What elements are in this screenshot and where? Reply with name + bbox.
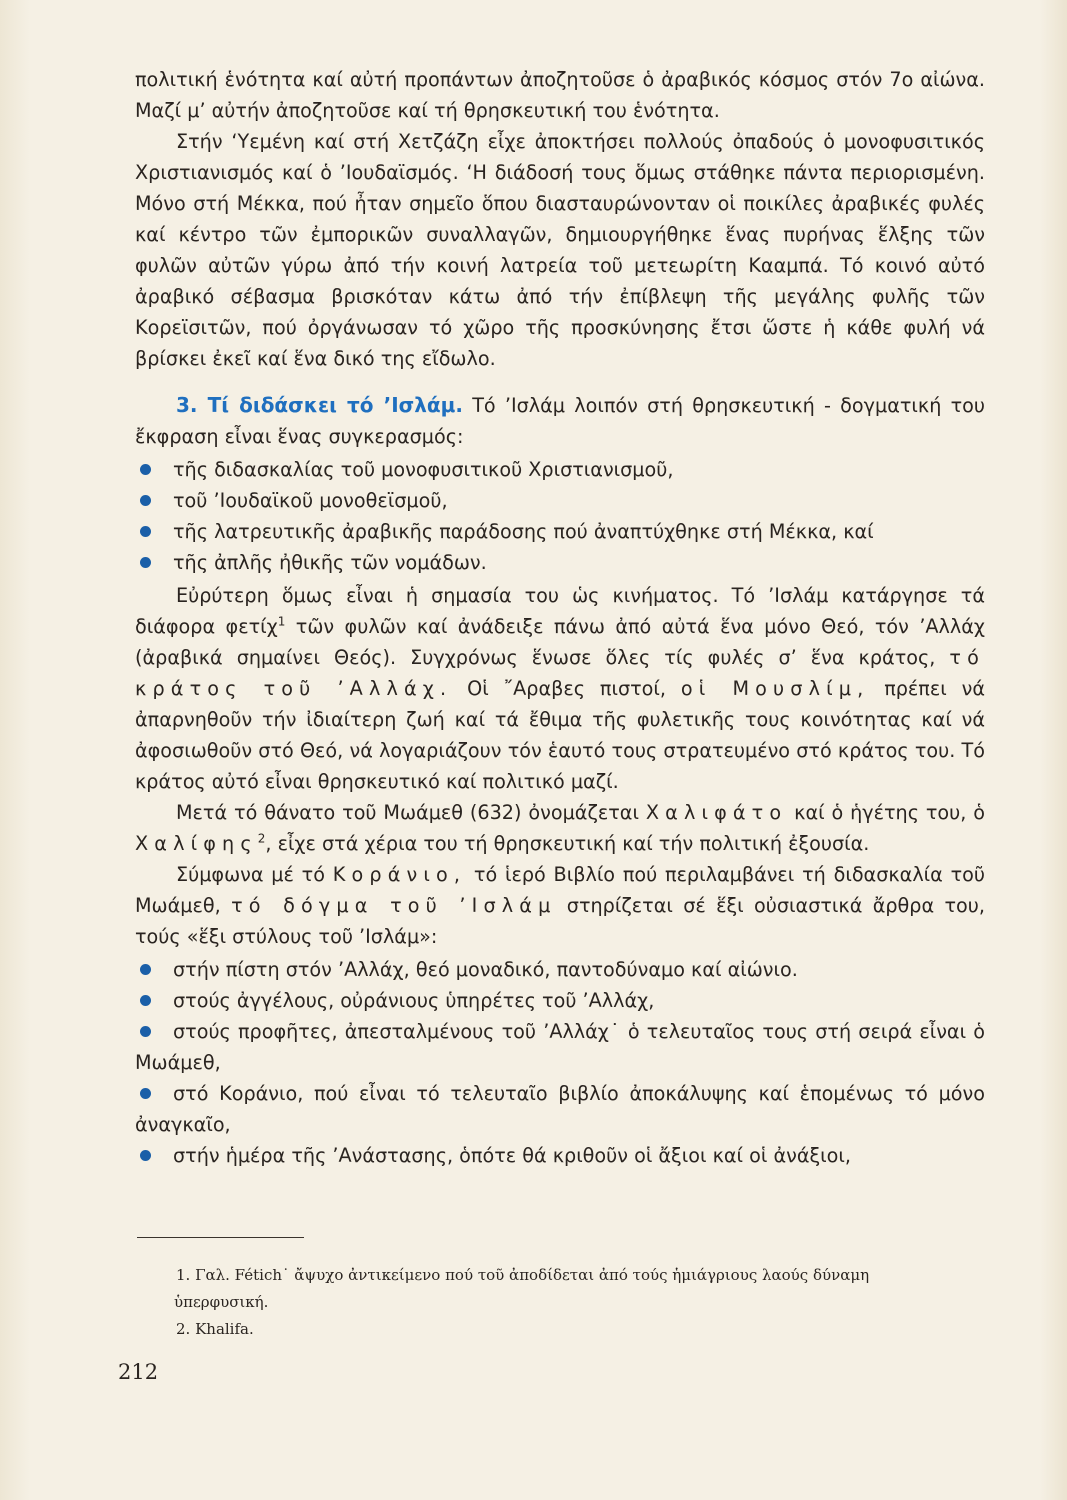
bullet-icon — [140, 464, 151, 475]
syncretism-list — [135, 454, 985, 578]
footnote-1: 1. Γαλ. Fétich˙ ἄψυχο ἀντικείμενο πού τοῦ ἀποδίδεται ἀπό τούς ἡμιάγριους λαούς δύναμη — [176, 1266, 870, 1284]
bullet-icon — [140, 964, 151, 975]
text-run: πρέπει νά ἀπαρνηθοῦν τήν ἰδιαίτερη ζωή καί τά ἔθιμα τῆς φυλετικῆς τους κοινότητας καί νά ἀφοσιωθοῦν στό Θεό, νά λογαριάζουν τόν ἑαυτό τους στρατευμένο στό κράτος του. Τό κράτος αὐτό εἶναι θρησκευτικό καί πολιτικό μαζί. — [135, 677, 985, 793]
six-pillars-list — [135, 954, 985, 1171]
spaced-emphasis: οἱ Μουσλίμ, — [680, 677, 870, 700]
footnote-divider — [137, 1237, 304, 1238]
list-item-text: τῆς ἀπλῆς ἠθικῆς τῶν νομάδων. — [173, 551, 487, 574]
list-item-text: τῆς διδασκαλίας τοῦ μονοφυσιτικοῦ Χριστιανισμοῦ, — [173, 458, 674, 481]
list-item-text: τῆς λατρευτικῆς ἀραβικῆς παράδοσης πού ἀναπτύχθηκε στή Μέκκα, καί — [173, 520, 874, 543]
bullet-icon — [140, 1150, 151, 1161]
footnote-ref-1: 1 — [277, 614, 286, 629]
text-run: Εὐρύτερη ὅμως εἶναι ἡ σημασία του ὡς κινήματος. Τό ’Ισλάμ κατάργησε τά διάφορα φετίχ — [135, 584, 985, 638]
list-item — [135, 547, 985, 578]
list-item — [135, 485, 985, 516]
list-item — [135, 454, 985, 485]
list-item — [135, 1016, 985, 1078]
paragraph-2: Στήν ‘Υεμένη καί στή Χετζάζη εἶχε ἀποκτήσει πολλούς ὀπαδούς ὁ μονοφυσιτικός Χριστιανισμός καί ὁ ’Ιουδαϊσμός. ‘Η διάδοσή τους ὅμως στάθηκε πάντα περιορισμένη. Μόνο στή Μέκκα, πού ἦταν σημεῖο ὅπου διασταυρώνονταν οἱ ποικίλες ἀραβικές φυλές καί κέντρο τῶν ἐμπορικῶν συναλλαγῶν, δημιουργήθηκε ἕνας πυρήνας ἕλξης τῶν φυλῶν αὐτῶν γύρω ἀπό τήν κοινή λατρεία τοῦ μετεωρίτη Κααμπά. Τό κοινό αὐτό ἀραβικό σέβασμα βρισκόταν κάτω ἀπό τήν ἐπίβλεψη τῆς μεγάλης φυλῆς τῶν Κορεϊσιτῶν, πού ὀργάνωσαν τό χῶρο τῆς προσκύνησης ἔτσι ὥστε ἡ κάθε φυλή νά βρίσκει ἐκεῖ καί ἕνα δικό της εἴδωλο. — [135, 130, 985, 370]
bullet-icon — [140, 1088, 151, 1099]
body-text — [135, 64, 985, 1173]
list-item-text: στούς ἀγγέλους, οὐράνιους ὑπηρέτες τοῦ ’Αλλάχ, — [173, 989, 655, 1012]
paragraph-4 — [135, 580, 985, 797]
text-run: καί ὁ ἡγέτης του, ὁ — [787, 801, 985, 824]
bullet-icon — [140, 1026, 151, 1037]
text-run: Οἱ ῎Αραβες πιστοί, — [452, 677, 681, 700]
list-item-text: τοῦ ’Ιουδαϊκοῦ μονοθεϊσμοῦ, — [173, 489, 448, 512]
text-run: , εἶχε στά χέρια του τή θρησκευτική καί τήν πολιτική ἐξουσία. — [265, 832, 870, 855]
section-gap — [135, 374, 985, 390]
list-item — [135, 1140, 985, 1171]
paragraph-6 — [135, 859, 985, 952]
spaced-emphasis: Χαλίφης — [135, 832, 258, 855]
bullet-icon — [140, 995, 151, 1006]
spaced-emphasis: τό κράτος τοῦ ’Αλλάχ. — [135, 646, 985, 700]
text-run: στηρίζεται σέ ἕξι οὐσιαστικά ἄρθρα του, τούς «ἕξι στύλους τοῦ ’Ισλάμ»: — [135, 894, 985, 948]
list-item-text: στήν ἡμέρα τῆς ’Ανάστασης, ὁπότε θά κριθοῦν οἱ ἄξιοι καί οἱ ἀνάξιοι, — [173, 1144, 851, 1167]
section-heading: 3. Τί διδάσκει τό ’Ισλάμ. — [176, 393, 463, 417]
text-run: τό ἱερό Βιβλίο πού περιλαμβάνει τή διδασκαλία τοῦ Μωάμεθ, — [135, 863, 985, 917]
text-run: Σύμφωνα μέ τό — [176, 863, 333, 886]
text-run: τῶν φυλῶν καί ἀνάδειξε πάνω ἀπό αὐτά ἕνα μόνο Θεό, τόν ’Αλλάχ (ἀραβικά σημαίνει Θεός). Συγχρόνως ἕνωσε ὅλες τίς φυλές σ’ ἕνα κράτος, — [135, 615, 985, 669]
footnotes — [176, 1262, 976, 1343]
section-3-paragraph — [135, 390, 985, 452]
paragraph-5 — [135, 797, 985, 859]
bullet-icon — [140, 495, 151, 506]
list-item — [135, 985, 985, 1016]
list-item — [135, 1078, 985, 1140]
section-3-intro: Τό ’Ισλάμ λοιπόν στή θρησκευτική - δογματική του ἔκφραση εἶναι ἕνας συγκερασμός: — [135, 394, 985, 448]
paragraph-1: πολιτική ἑνότητα καί αὐτή προπάντων ἀποζητοῦσε ὁ ἀραβικός κόσμος στόν 7ο αἰώνα. Μαζί μ’ αὐτήν ἀποζητοῦσε καί τή θρησκευτική του ἑνότητα. — [135, 68, 985, 122]
list-item — [135, 516, 985, 547]
spaced-emphasis: Κοράνιο, — [332, 863, 467, 886]
list-item-text: στήν πίστη στόν ’Αλλάχ, θεό μοναδικό, παντοδύναμο καί αἰώνιο. — [173, 958, 798, 981]
list-item — [135, 954, 985, 985]
footnote-1-continuation: ὑπερφυσική. — [174, 1293, 269, 1311]
list-item-text: στό Κοράνιο, πού εἶναι τό τελευταῖο βιβλίο ἀποκάλυψης καί ἑπομένως τό μόνο ἀναγκαῖο, — [135, 1082, 985, 1136]
spaced-emphasis: τό δόγμα τοῦ ’Ισλάμ — [231, 894, 557, 917]
footnote-2: 2. Khalifa. — [176, 1320, 254, 1338]
list-item-text: στούς προφῆτες, ἀπεσταλμένους τοῦ ’Αλλάχ˙ ὁ τελευταῖος τους στή σειρά εἶναι ὁ Μωάμεθ, — [135, 1020, 985, 1074]
page-number: 212 — [118, 1360, 159, 1384]
text-run: Μετά τό θάνατο τοῦ Μωάμεθ (632) ὀνομάζεται — [176, 801, 646, 824]
footnote-ref-2: 2 — [257, 831, 266, 846]
bullet-icon — [140, 557, 151, 568]
spaced-emphasis: Χαλιφάτο — [645, 801, 788, 824]
bullet-icon — [140, 526, 151, 537]
